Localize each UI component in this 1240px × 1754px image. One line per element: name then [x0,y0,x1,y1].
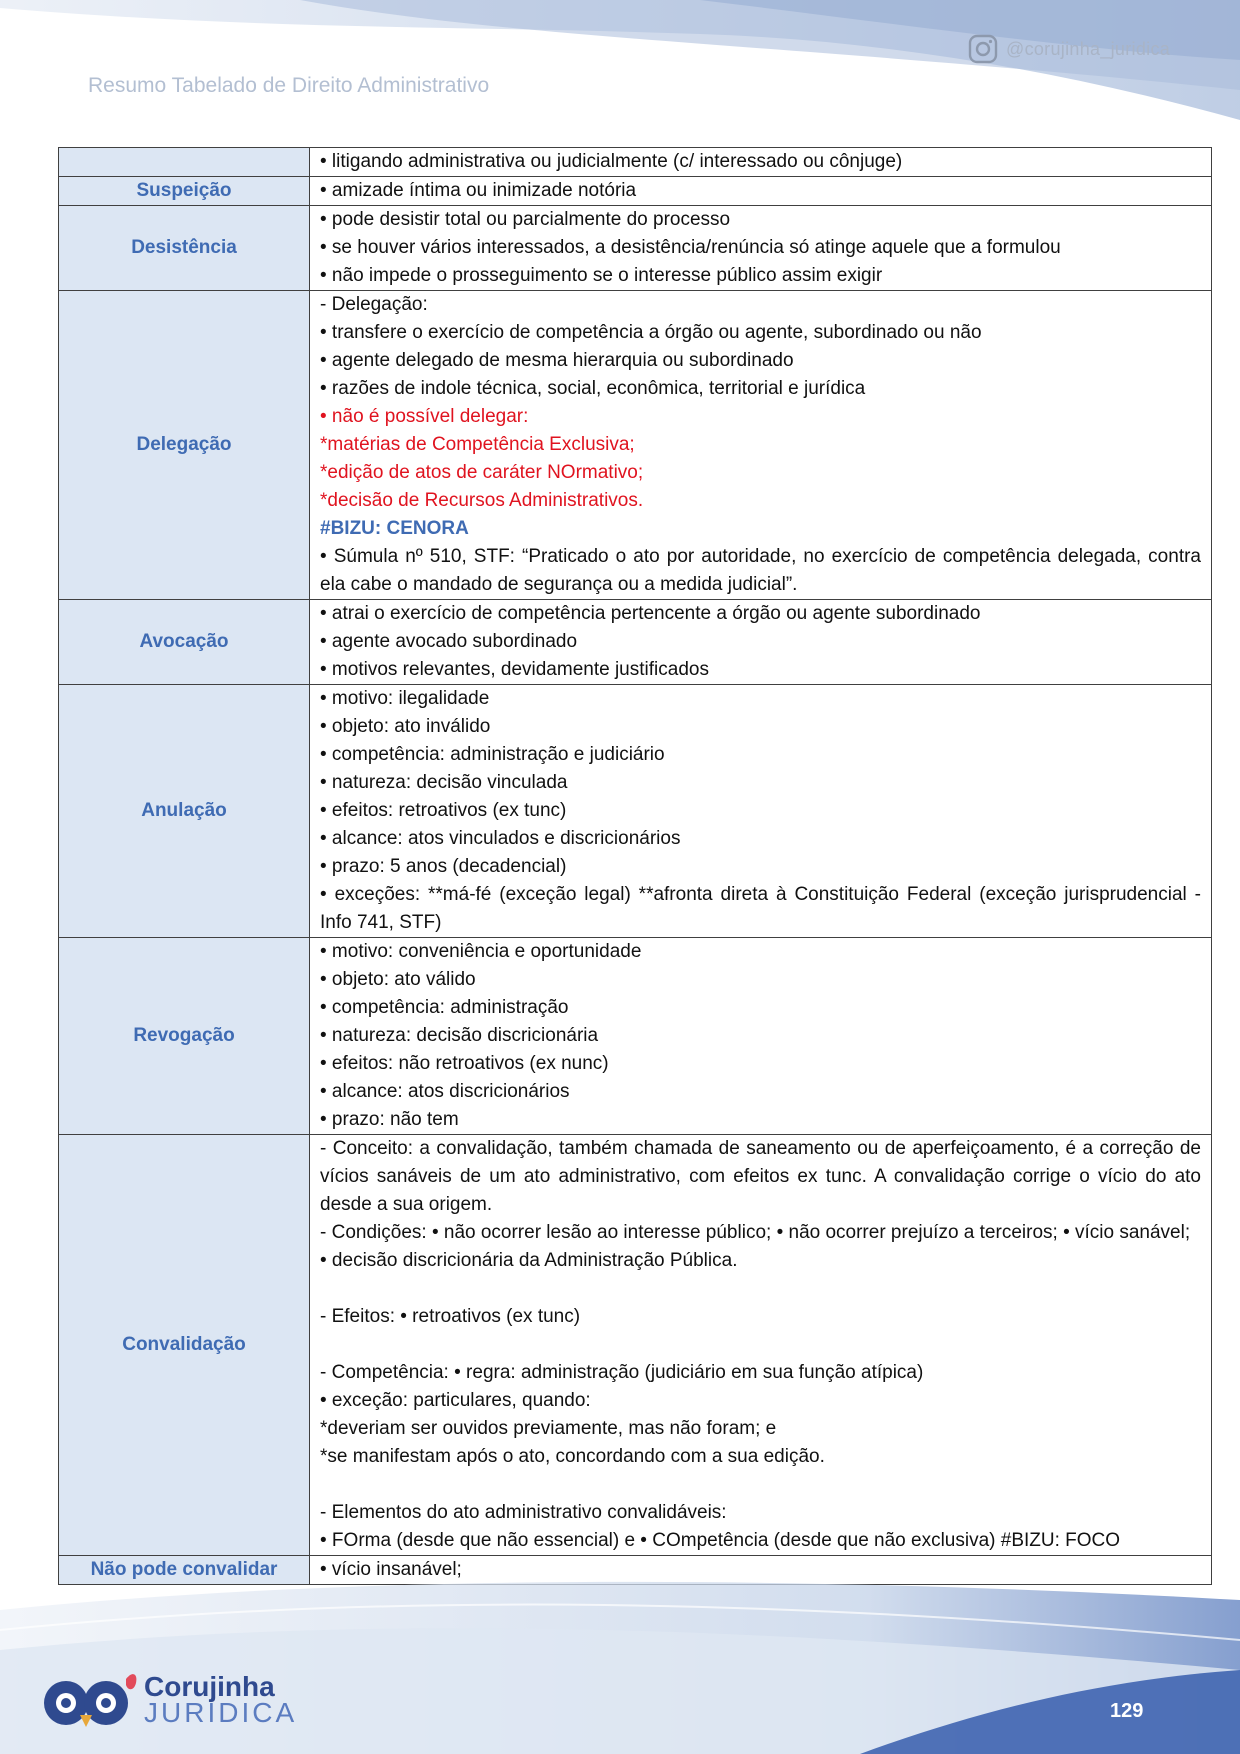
content-line: • motivo: ilegalidade [320,688,490,709]
content-line: • litigando administrativa ou judicialmente (c/ interessado ou cônjuge) [320,151,903,172]
content-line: - Competência: • regra: administração (judiciário em sua função atípica) [320,1362,924,1383]
content-line: • efeitos: retroativos (ex tunc) [320,800,567,821]
table-row [59,685,1212,938]
row-content [310,685,1212,938]
table-row [59,206,1212,291]
content-line: • competência: administração e judiciário [320,744,665,765]
instagram-handle: @corujinha_juridica [1006,38,1171,59]
summary-table-body [59,148,1212,1585]
row-content [310,938,1212,1135]
row-content [310,600,1212,685]
content-line: #BIZU: CENORA [320,518,469,539]
content-line: • Súmula nº 510, STF: “Praticado o ato por autoridade, no exercício de competência delegada, contra ela cabe o mandado de segurança ou a medida judicial”. [320,546,1201,595]
row-content [310,177,1212,206]
content-line: • transfere o exercício de competência a órgão ou agente, subordinado ou não [320,322,982,343]
content-line: • motivo: conveniência e oportunidade [320,941,642,962]
table-row [59,177,1212,206]
row-label: Avocação [59,600,310,685]
row-label: Anulação [59,685,310,938]
content-line: • pode desistir total ou parcialmente do processo [320,209,731,230]
content-line [320,1471,1201,1499]
content-line: • exceções: **má-fé (exceção legal) **afronta direta à Constituição Federal (exceção jurisprudencial - Info 741, STF) [320,884,1201,933]
page-number: 129 [1110,1700,1144,1722]
row-content [310,148,1212,177]
content-line: • competência: administração [320,997,569,1018]
content-line: • vício insanável; [320,1559,462,1580]
row-label: Não pode convalidar [59,1556,310,1585]
content-line: • objeto: ato válido [320,969,476,990]
content-line: - Elementos do ato administrativo convalidáveis: [320,1502,727,1523]
logo-text-line1: Corujinha [144,1671,275,1702]
table-row [59,600,1212,685]
content-line: • motivos relevantes, devidamente justificados [320,659,709,680]
table-row [59,938,1212,1135]
content-line: • natureza: decisão vinculada [320,772,568,793]
summary-table [58,147,1212,1585]
content-line: • prazo: 5 anos (decadencial) [320,856,567,877]
row-label: Delegação [59,291,310,600]
instagram-icon [968,34,998,64]
row-content [310,291,1212,600]
content-line: - Conceito: a convalidação, também chamada de saneamento ou de aperfeiçoamento, é a correção de vícios sanáveis de um ato administrativo, com efeitos ex tunc. A convalidação corrige o vício do ato desde a sua origem. [320,1138,1201,1215]
row-content [310,206,1212,291]
row-label: Suspeição [59,177,310,206]
content-line: • amizade íntima ou inimizade notória [320,180,637,201]
row-label: Revogação [59,938,310,1135]
row-label: Convalidação [59,1135,310,1556]
document-title: Resumo Tabelado de Direito Administrativo [88,74,490,97]
content-line: - Condições: • não ocorrer lesão ao interesse público; • não ocorrer prejuízo a terceiros; • vício sanável; • decisão discricionária da Administração Pública. [320,1222,1191,1271]
content-line: • atrai o exercício de competência pertencente a órgão ou agente subordinado [320,603,981,624]
content-line: - Efeitos: • retroativos (ex tunc) [320,1306,581,1327]
row-label: Desistência [59,206,310,291]
content-line: *edição de atos de caráter NOrmativo; [320,462,644,483]
content-line: • alcance: atos vinculados e discricionários [320,828,681,849]
table-row [59,291,1212,600]
content-line: • razões de indole técnica, social, econômica, territorial e jurídica [320,378,866,399]
content-line: • não impede o prosseguimento se o interesse público assim exigir [320,265,883,286]
instagram-badge [968,34,1170,64]
content-line: • prazo: não tem [320,1109,459,1130]
logo-text-line2: JURIDICA [144,1697,298,1728]
content-line: • agente avocado subordinado [320,631,578,652]
content-line [320,1275,1201,1303]
content-line: • se houver vários interessados, a desistência/renúncia só atinge aquele que a formulou [320,237,1061,258]
content-line: • efeitos: não retroativos (ex nunc) [320,1053,609,1074]
content-line: *matérias de Competência Exclusiva; [320,434,635,455]
content-line: *deveriam ser ouvidos previamente, mas não foram; e [320,1418,777,1439]
content-line: • agente delegado de mesma hierarquia ou subordinado [320,350,794,371]
table-row [59,148,1212,177]
content-line: • objeto: ato inválido [320,716,491,737]
brand-logo [40,1665,297,1735]
content-line: • alcance: atos discricionários [320,1081,570,1102]
content-line: • não é possível delegar: [320,406,529,427]
content-line: • exceção: particulares, quando: [320,1390,591,1411]
content-line [320,1331,1201,1359]
content-line: *decisão de Recursos Administrativos. [320,490,644,511]
content-line: - Delegação: [320,294,428,315]
content-line: *se manifestam após o ato, concordando com a sua edição. [320,1446,825,1467]
content-line: • natureza: decisão discricionária [320,1025,599,1046]
row-label [59,148,310,177]
content-line: • FOrma (desde que não essencial) e • COmpetência (desde que não exclusiva) #BIZU: FOCO [320,1530,1121,1551]
owl-logo-icon [40,1665,140,1735]
table-row [59,1135,1212,1556]
row-content [310,1135,1212,1556]
